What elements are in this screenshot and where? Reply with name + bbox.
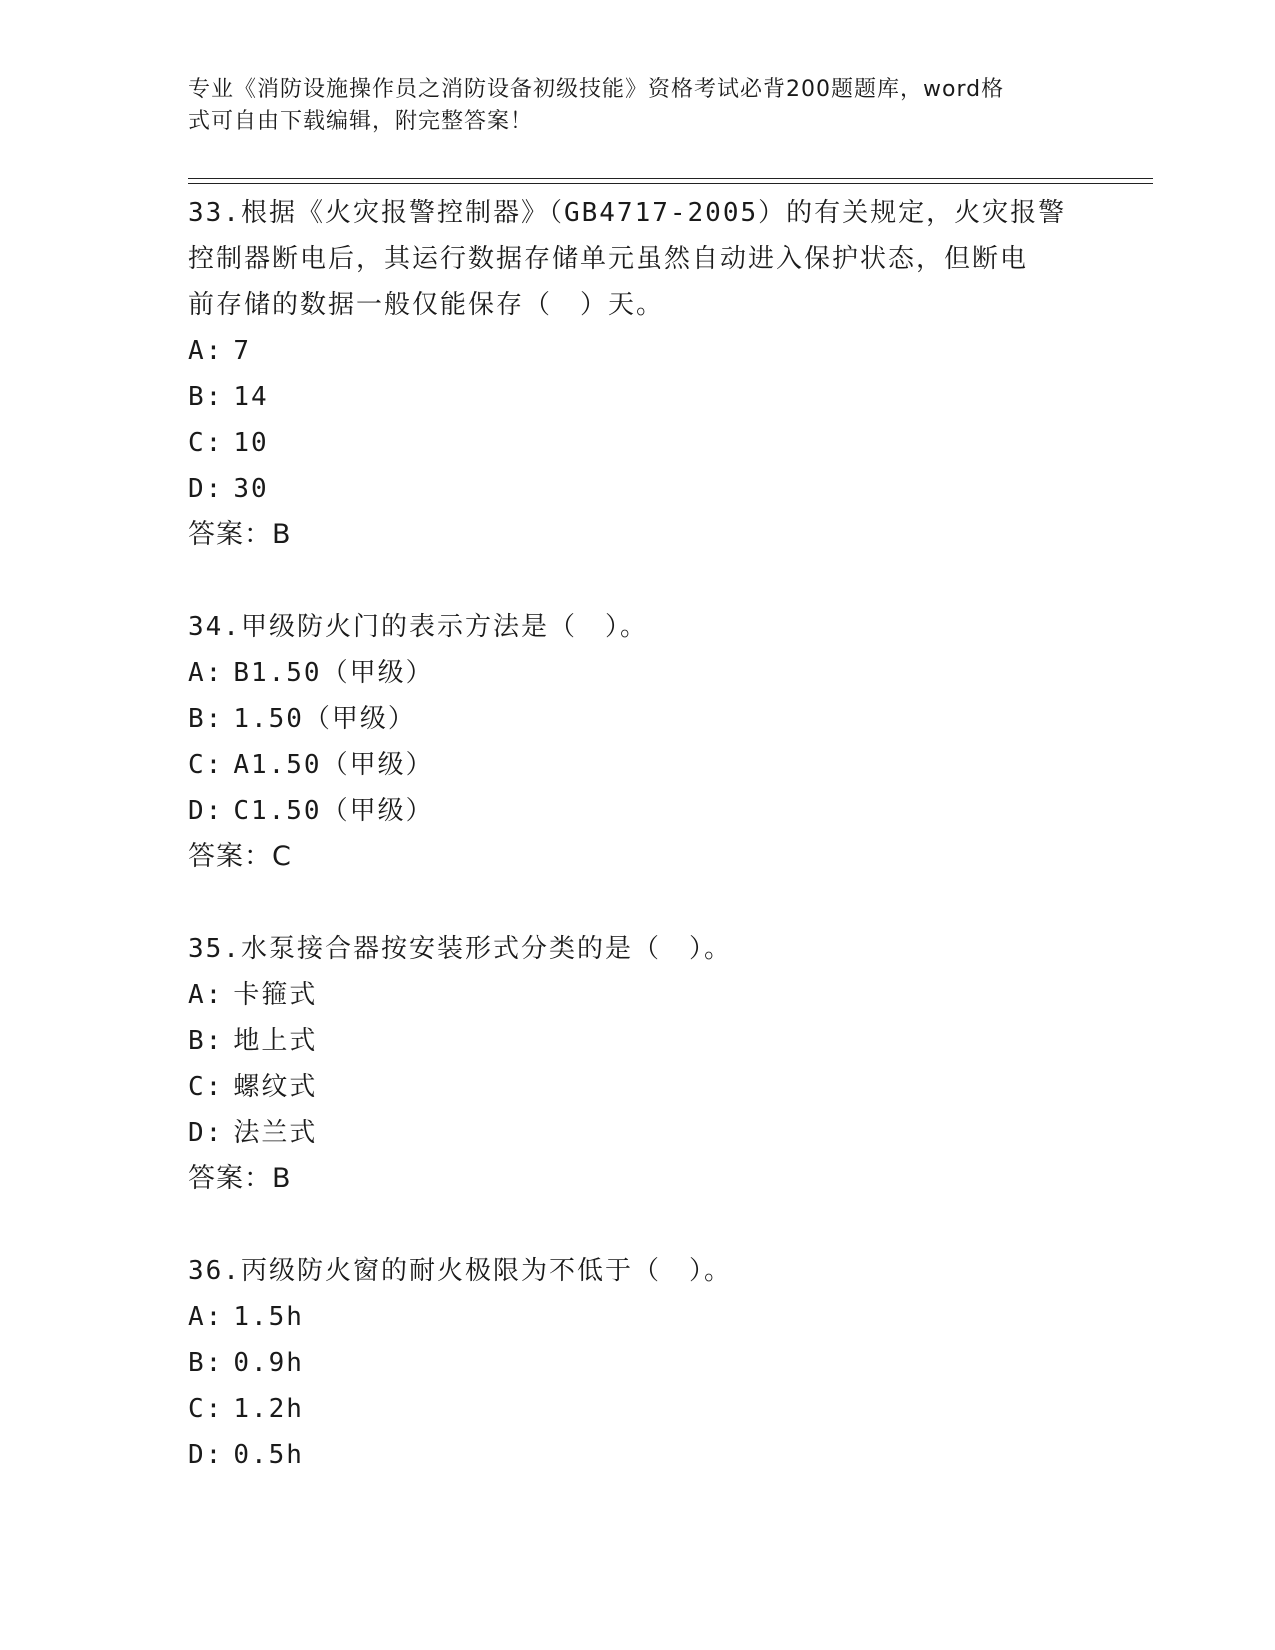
- option-key: C:: [188, 1072, 224, 1102]
- option-d: [188, 1110, 1068, 1156]
- option-value: 螺纹式: [233, 1072, 318, 1102]
- spacer: [188, 1202, 1068, 1248]
- header-line-2: 式可自由下载编辑，附完整答案！: [188, 109, 534, 134]
- question-34: [188, 604, 1068, 880]
- answer-line: 答案：C: [188, 841, 292, 872]
- option-value: 1.5h: [233, 1302, 304, 1332]
- option-value: C1.50（甲级）: [233, 796, 434, 826]
- option-key: A:: [188, 658, 224, 688]
- option-value: 0.5h: [233, 1440, 304, 1470]
- question-text-line: 36.丙级防火窗的耐火极限为不低于（ ）。: [188, 1256, 732, 1286]
- option-d: [188, 1432, 1068, 1478]
- question-list: [188, 190, 1068, 1478]
- option-c: [188, 1386, 1068, 1432]
- option-key: B:: [188, 704, 224, 734]
- option-value: 10: [233, 428, 269, 458]
- question-text-line: 前存储的数据一般仅能保存（ ）天。: [188, 290, 665, 320]
- option-key: C:: [188, 750, 224, 780]
- option-value: A1.50（甲级）: [233, 750, 434, 780]
- option-value: B1.50（甲级）: [233, 658, 434, 688]
- option-value: 0.9h: [233, 1348, 304, 1378]
- option-c: [188, 420, 1068, 466]
- option-value: 30: [233, 474, 269, 504]
- question-36: [188, 1248, 1068, 1478]
- option-a: [188, 328, 1068, 374]
- option-key: B:: [188, 1026, 224, 1056]
- header-divider-bottom: [188, 183, 1153, 184]
- option-c: [188, 1064, 1068, 1110]
- option-a: [188, 1294, 1068, 1340]
- option-value: 1.2h: [233, 1394, 304, 1424]
- header-divider-top: [188, 178, 1153, 179]
- option-key: D:: [188, 796, 224, 826]
- question-text-line: 控制器断电后，其运行数据存储单元虽然自动进入保护状态，但断电: [188, 244, 1029, 274]
- header-line-1: 专业《消防设施操作员之消防设备初级技能》资格考试必背200题题库，word格: [188, 77, 1005, 102]
- question-text-line: 34.甲级防火门的表示方法是（ ）。: [188, 612, 648, 642]
- question-33: [188, 190, 1068, 558]
- answer-line: 答案：B: [188, 519, 292, 550]
- option-key: D:: [188, 474, 224, 504]
- option-key: C:: [188, 1394, 224, 1424]
- option-key: B:: [188, 1348, 224, 1378]
- option-value: 7: [233, 336, 251, 366]
- question-text-line: 35.水泵接合器按安装形式分类的是（ ）。: [188, 934, 732, 964]
- question-text-line: 33.根据《火灾报警控制器》（GB4717-2005）的有关规定，火灾报警: [188, 198, 1067, 228]
- option-b: [188, 696, 1068, 742]
- option-key: A:: [188, 980, 224, 1010]
- option-a: [188, 650, 1068, 696]
- spacer: [188, 558, 1068, 604]
- option-key: A:: [188, 1302, 224, 1332]
- answer-line: 答案：B: [188, 1163, 292, 1194]
- document-header: [188, 74, 1078, 138]
- option-key: C:: [188, 428, 224, 458]
- option-key: B:: [188, 382, 224, 412]
- option-key: D:: [188, 1118, 224, 1148]
- option-b: [188, 1340, 1068, 1386]
- option-value: 14: [233, 382, 269, 412]
- option-d: [188, 466, 1068, 512]
- option-value: 1.50（甲级）: [233, 704, 416, 734]
- option-value: 地上式: [233, 1026, 318, 1056]
- option-b: [188, 374, 1068, 420]
- option-key: A:: [188, 336, 224, 366]
- option-value: 卡箍式: [233, 980, 318, 1010]
- option-c: [188, 742, 1068, 788]
- option-d: [188, 788, 1068, 834]
- spacer: [188, 880, 1068, 926]
- option-b: [188, 1018, 1068, 1064]
- option-a: [188, 972, 1068, 1018]
- option-key: D:: [188, 1440, 224, 1470]
- question-35: [188, 926, 1068, 1202]
- option-value: 法兰式: [233, 1118, 318, 1148]
